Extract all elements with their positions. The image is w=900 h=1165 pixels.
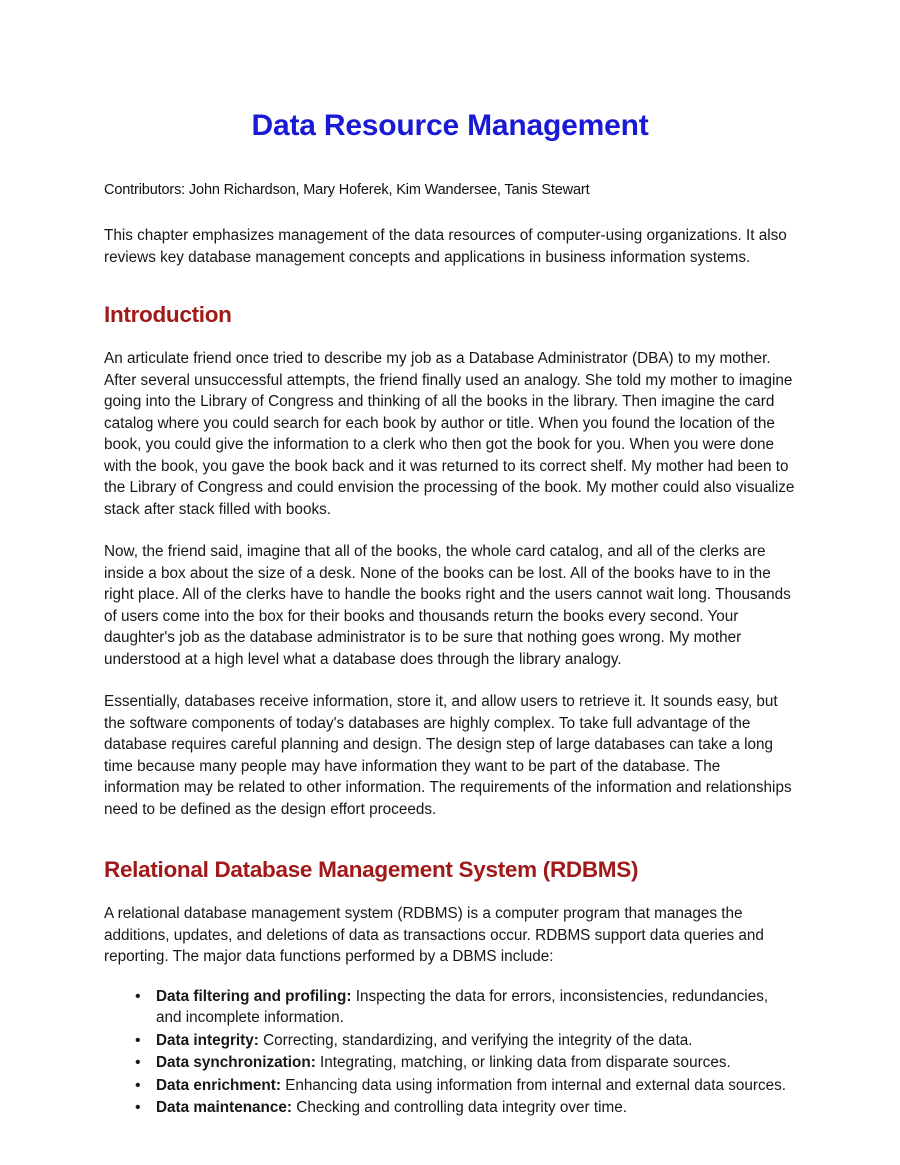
document-content	[104, 0, 796, 1120]
list-item-term: Data integrity:	[156, 1031, 259, 1049]
paragraph-intro-1: An articulate friend once tried to describe my job as a Database Administrator (DBA) to my mother. After several unsuccessful attempts, the friend finally used an analogy. She told my mother to imagine going into the Library of Congress and thinking of all the books in the library. Then imagine the card catalog where you could search for each book by author or title. When you found the location of the book, you could give the information to a clerk who then got the book for you. When you were done with the book, you gave the book back and it was returned to its correct shelf. My mother had been to the Library of Congress and could envision the processing of the book. My mother could also visualize stack after stack filled with books.	[104, 350, 795, 518]
page-title: Data Resource Management	[251, 109, 649, 142]
list-item	[104, 1075, 796, 1097]
paragraph-rdbms-1: A relational database management system (RDBMS) is a computer program that manages the additions, updates, and deletions of data as transactions occur. RDBMS support data queries and reporting. The major data functions performed by a DBMS include:	[104, 905, 764, 965]
contributors-line: Contributors: John Richardson, Mary Hoferek, Kim Wandersee, Tanis Stewart	[104, 182, 590, 198]
list-item	[104, 1030, 796, 1052]
list-item	[104, 1097, 796, 1119]
list-item-description: Enhancing data using information from internal and external data sources.	[280, 1076, 787, 1094]
list-item	[104, 1052, 796, 1074]
section-heading-introduction: Introduction	[104, 302, 232, 327]
section-heading-rdbms: Relational Database Management System (RDBMS)	[104, 857, 639, 882]
list-item-description: Integrating, matching, or linking data from disparate sources.	[315, 1054, 731, 1071]
abstract-paragraph: This chapter emphasizes management of the data resources of computer-using organizations. It also reviews key database management concepts and applications in business information systems.	[104, 227, 787, 266]
bullet-icon: •	[135, 1099, 141, 1116]
list-item-term: Data synchronization:	[156, 1054, 316, 1071]
bullet-icon: •	[135, 1031, 141, 1049]
list-item-description: Inspecting the data for errors, inconsistencies, redundancies, and incomplete information.	[156, 987, 769, 1026]
bullet-icon: •	[135, 1076, 141, 1094]
bullet-icon: •	[135, 1054, 141, 1071]
list-item-term: Data enrichment:	[156, 1076, 281, 1094]
list-item-term: Data maintenance:	[156, 1099, 293, 1116]
paragraph-intro-2: Now, the friend said, imagine that all of the books, the whole card catalog, and all of the clerks are inside a box about the size of a desk. None of the books can be lost. All of the books have to in the right place. All of the clerks have to handle the books right and the users cannot wait long. Thousands of users come into the box for their books and thousands return the books every second. Your daughter's job as the database administrator is to be sure that nothing goes wrong. My mother understood at a high level what a database does through the library analogy.	[104, 543, 791, 668]
bullet-icon: •	[135, 987, 141, 1005]
dbms-functions-list	[104, 968, 796, 1119]
paragraph-intro-3: Essentially, databases receive information, store it, and allow users to retrieve it. It sounds easy, but the software components of today's databases are highly complex. To take full advantage of the database requires careful planning and design. The design step of large databases can take a long time because many people may have information they want to be part of the database. The information may be related to other information. The requirements of the information and relationships need to be defined as the design effort proceeds.	[104, 693, 792, 818]
list-item	[104, 986, 796, 1029]
list-item-description: Correcting, standardizing, and verifying the integrity of the data.	[258, 1031, 693, 1049]
list-item-description: Checking and controlling data integrity over time.	[292, 1099, 628, 1116]
list-item-term: Data filtering and profiling:	[156, 987, 352, 1005]
